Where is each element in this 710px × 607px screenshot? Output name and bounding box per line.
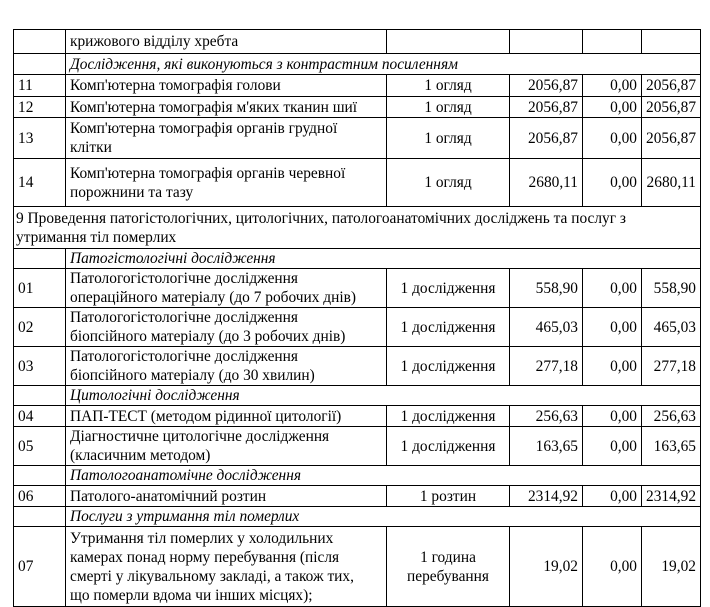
table-row	[14, 75, 701, 97]
service-name-line: Комп'ютерна томографія органів черевної	[70, 164, 346, 182]
service-name-line: клітки	[70, 139, 112, 156]
unit-cell: 1 дослідження	[387, 308, 510, 347]
row-number: 13	[14, 118, 66, 159]
service-name-line: біопсійного матеріалу (до 30 хвилин)	[70, 367, 315, 384]
table-row	[14, 269, 701, 308]
price-cell: 558,90	[510, 269, 583, 308]
vat-cell: 0,00	[583, 75, 642, 97]
row-number: 02	[14, 308, 66, 347]
section-row	[14, 54, 701, 75]
total-cell: 2056,87	[642, 118, 701, 159]
service-name-line: біопсійного матеріалу (до 3 робочих днів)	[70, 328, 346, 345]
group-row	[14, 207, 701, 249]
section-title: Цитологічні дослідження	[66, 386, 701, 406]
row-number: 03	[14, 347, 66, 386]
vat-cell: 0,00	[583, 269, 642, 308]
price-cell: 277,18	[510, 347, 583, 386]
unit-cell: 1 розтин	[387, 486, 510, 507]
section-title: Дослідження, які виконуються з контрастним посиленням	[66, 54, 701, 75]
total-cell: 256,63	[642, 406, 701, 427]
unit-cell: 1 огляд	[387, 118, 510, 159]
vat-cell: 0,00	[583, 527, 642, 607]
vat-cell	[583, 30, 642, 54]
unit-cell: 1 дослідження	[387, 427, 510, 466]
table-row	[14, 406, 701, 427]
section-title: Патологоанатомічне дослідження	[66, 466, 701, 486]
price-cell	[510, 30, 583, 54]
unit-line: 1 година	[420, 548, 476, 566]
row-number: 01	[14, 269, 66, 308]
price-cell: 2056,87	[510, 75, 583, 97]
service-name	[66, 269, 387, 308]
vat-cell: 0,00	[583, 427, 642, 466]
service-name-line: порожнини та тазу	[70, 183, 194, 201]
service-name-line: смерті у лікувальному закладі, а також тих,	[70, 567, 354, 585]
section-row	[14, 249, 701, 269]
num-cell	[14, 30, 66, 54]
price-cell: 2680,11	[510, 159, 583, 207]
unit-cell: 1 огляд	[387, 159, 510, 207]
total-cell: 2314,92	[642, 486, 701, 507]
total-cell: 2680,11	[642, 159, 701, 207]
row-number: 14	[14, 159, 66, 207]
total-cell: 277,18	[642, 347, 701, 386]
section-title: Патогістологічні дослідження	[66, 249, 701, 269]
row-number: 12	[14, 97, 66, 118]
price-cell: 256,63	[510, 406, 583, 427]
service-name-line: камерах понад норму перебування (після	[70, 548, 340, 566]
num-cell	[14, 466, 66, 486]
service-name-line: Патологогістологічне дослідження	[70, 309, 298, 326]
service-name-line: (класичним методом)	[70, 447, 211, 464]
vat-cell: 0,00	[583, 97, 642, 118]
group-title-line: утримання тіл померлих	[16, 228, 177, 246]
row-number: 06	[14, 486, 66, 507]
total-cell: 2056,87	[642, 75, 701, 97]
service-name-line: Комп'ютерна томографія органів грудної	[70, 120, 338, 137]
service-name-line: що померли вдома чи інших місцях);	[70, 586, 313, 604]
unit-cell: 1 огляд	[387, 75, 510, 97]
total-cell: 2056,87	[642, 97, 701, 118]
table-row	[14, 486, 701, 507]
unit-line: перебування	[407, 567, 489, 585]
total-cell: 558,90	[642, 269, 701, 308]
row-number: 05	[14, 427, 66, 466]
price-cell: 19,02	[510, 527, 583, 607]
service-name: ПАП-ТЕСТ (методом рідинної цитології)	[66, 406, 387, 427]
table-row	[14, 427, 701, 466]
group-title	[14, 207, 701, 249]
total-cell: 163,65	[642, 427, 701, 466]
vat-cell: 0,00	[583, 406, 642, 427]
table-row	[14, 30, 701, 54]
section-title: Послуги з утримання тіл померлих	[66, 507, 701, 527]
service-name: крижового відділу хребта	[66, 30, 387, 54]
service-name: Комп'ютерна томографія м'яких тканин шиї	[66, 97, 387, 118]
service-name-line: Утримання тіл померлих у холодильних	[70, 529, 334, 547]
total-cell	[642, 30, 701, 54]
total-cell: 19,02	[642, 527, 701, 607]
table-row	[14, 118, 701, 159]
table-row	[14, 159, 701, 207]
service-name: Патолого-анатомічний розтин	[66, 486, 387, 507]
price-table	[13, 29, 701, 607]
vat-cell: 0,00	[583, 159, 642, 207]
price-cell: 2056,87	[510, 97, 583, 118]
table-row	[14, 347, 701, 386]
num-cell	[14, 249, 66, 269]
price-cell: 163,65	[510, 427, 583, 466]
table-row	[14, 308, 701, 347]
vat-cell: 0,00	[583, 347, 642, 386]
price-cell: 465,03	[510, 308, 583, 347]
price-cell: 2056,87	[510, 118, 583, 159]
unit-cell: 1 огляд	[387, 97, 510, 118]
unit-cell: 1 дослідження	[387, 347, 510, 386]
service-name-line: Діагностичне цитологічне дослідження	[70, 428, 330, 445]
row-number: 04	[14, 406, 66, 427]
service-name	[66, 427, 387, 466]
section-row	[14, 507, 701, 527]
service-name-line: Патологогістологічне дослідження	[70, 270, 298, 287]
total-cell: 465,03	[642, 308, 701, 347]
row-number: 07	[14, 527, 66, 607]
service-name: Комп'ютерна томографія голови	[66, 75, 387, 97]
section-row	[14, 386, 701, 406]
num-cell	[14, 507, 66, 527]
service-name-line: операційного матеріалу (до 7 робочих днів)	[70, 289, 357, 306]
service-name	[66, 347, 387, 386]
vat-cell: 0,00	[583, 486, 642, 507]
service-name	[66, 118, 387, 159]
service-name	[66, 159, 387, 207]
service-name-line: Патологогістологічне дослідження	[70, 348, 298, 365]
section-row	[14, 466, 701, 486]
row-number: 11	[14, 75, 66, 97]
table-row	[14, 97, 701, 118]
vat-cell: 0,00	[583, 308, 642, 347]
group-title-line: 9 Проведення патогістологічних, цитологічних, патологоанатомічних досліджень та послуг з	[16, 209, 626, 227]
unit-cell: 1 дослідження	[387, 269, 510, 308]
service-name	[66, 308, 387, 347]
vat-cell: 0,00	[583, 118, 642, 159]
num-cell	[14, 54, 66, 75]
price-cell: 2314,92	[510, 486, 583, 507]
unit-cell: 1 дослідження	[387, 406, 510, 427]
num-cell	[14, 386, 66, 406]
unit-cell	[387, 30, 510, 54]
